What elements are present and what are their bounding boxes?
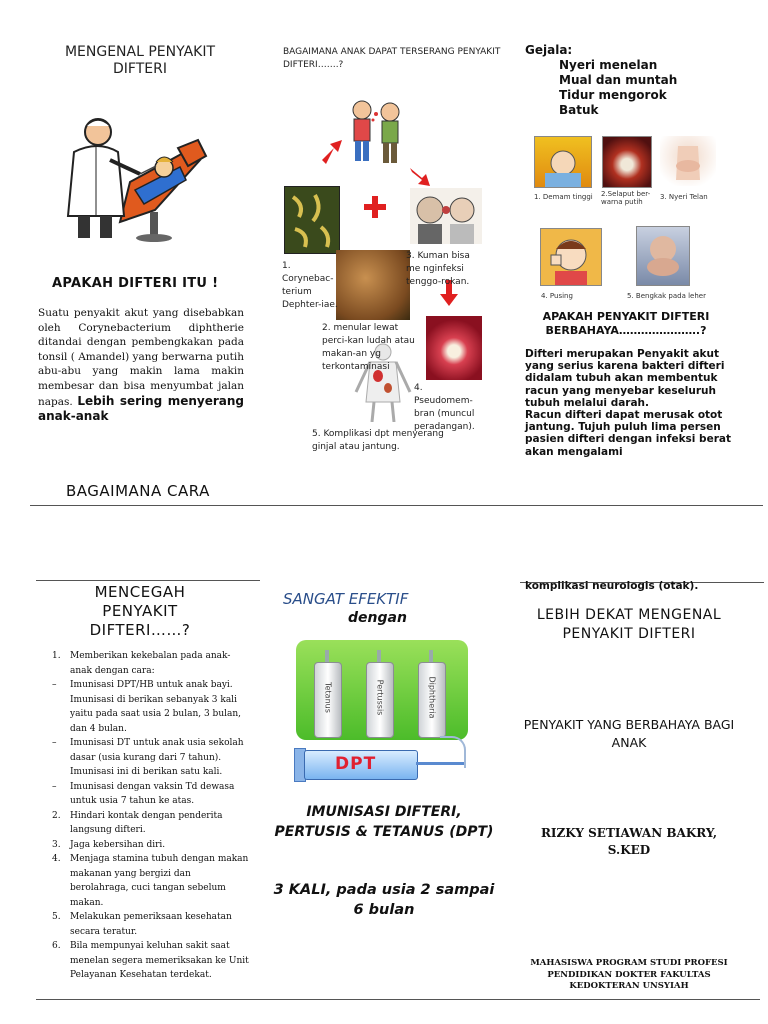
arrow-up-right-icon xyxy=(318,138,344,164)
list-item-text: Menjaga stamina tubuh dengan makan makanan yang bergizi dan berolahraga, cuci tangan sebelum makan. xyxy=(70,854,249,908)
author-name: RIZKY SETIAWAN BAKRY, S.KED xyxy=(540,826,718,857)
panel1-title: MENGENAL PENYAKIT DIFTERI xyxy=(64,44,216,77)
list-item-text: Imunisasi DPT/HB untuk anak bayi. Imunisasi di berikan sebanyak 3 kali yaitu pada saat usia 2 bulan, 3 bulan, dan 4 bulan. xyxy=(70,680,242,734)
list-item-text: Memberikan kekebalan pada anak-anak dengan cara: xyxy=(70,651,231,676)
sick-child-icon xyxy=(535,137,591,187)
list-item-text: Bila mempunyai keluhan sakit saat menelan segera memeriksakan ke Unit Pelayanan Kesehatan terdekat. xyxy=(70,941,249,980)
immunization-name: IMUNISASI DIFTERI, PERTUSIS & TETANUS (DPT) xyxy=(274,804,494,840)
vial-needle xyxy=(429,650,433,662)
headache-child-icon xyxy=(541,229,601,285)
photo-headache xyxy=(540,228,602,286)
list-marker: 4. xyxy=(52,854,61,864)
photo-painful-swallow xyxy=(660,136,716,186)
gejala-item: Tidur mengorok xyxy=(559,88,667,102)
vial-tetanus xyxy=(314,662,342,738)
list-marker: – xyxy=(52,680,57,690)
doctor-patient-illustration xyxy=(60,112,210,242)
throat-pseudomembrane-image xyxy=(426,316,482,380)
photo-fever xyxy=(534,136,592,188)
caption-neck-swelling: 5. Bengkak pada leher xyxy=(627,292,706,300)
list-item xyxy=(52,852,252,910)
panel1-footer: BAGAIMANA CARA xyxy=(66,482,210,500)
dengan-heading: dengan xyxy=(348,610,407,626)
swollen-neck-icon xyxy=(637,227,689,285)
neck-hand-icon xyxy=(660,136,716,186)
list-marker: 3. xyxy=(52,839,61,850)
vaccine-illustration xyxy=(290,636,470,786)
list-item xyxy=(52,649,252,678)
caption-headache: 4. Pusing xyxy=(541,292,573,300)
caption-white-membrane: 2.Selaput ber-warna putih xyxy=(601,190,651,206)
vial-needle xyxy=(325,650,329,662)
gejala-label: Gejala: xyxy=(525,43,573,57)
list-item xyxy=(52,736,252,780)
caption-fever: 1. Demam tinggi xyxy=(534,193,593,201)
panel3-paragraph-2: Racun difteri dapat merusak otot jantung. Tujuh puluh lima persen pasien difteri dengan infeksi berat akan mengalami xyxy=(525,409,731,458)
coughing-people-image xyxy=(410,188,482,244)
gejala-item: Mual dan muntah xyxy=(559,73,678,87)
panel1-paragraph xyxy=(38,306,244,425)
gejala-item: Nyeri menelan xyxy=(559,58,658,72)
panel3-paragraph-1: Difteri merupakan Penyakit akut yang serius karena bakteri difteri didalam tubuh akan membentuk racun yang menyebar keseluruh tubuh melalui darah. xyxy=(525,348,725,409)
list-item xyxy=(52,939,252,983)
list-marker: – xyxy=(52,781,57,792)
transmission-diagram xyxy=(280,90,490,460)
author-affiliation: MAHASISWA PROGRAM STUDI PROFESI PENDIDIKAN DOKTER FAKULTAS KEDOKTERAN UNSYIAH xyxy=(530,958,728,991)
photo-white-membrane xyxy=(602,136,652,188)
list-item xyxy=(52,910,252,939)
list-item xyxy=(52,838,252,853)
panel3-continuation: komplikasi neurologis (otak). xyxy=(525,580,699,592)
fold-line-bottom-left xyxy=(36,580,260,581)
photo-neck-swelling xyxy=(636,226,690,286)
syringe-barrel xyxy=(304,750,418,780)
cover-subtitle: PENYAKIT YANG BERBAHAYA BAGI ANAK xyxy=(523,717,735,750)
gejala-block xyxy=(525,43,677,118)
list-marker: 1. xyxy=(52,651,61,661)
syringe-label: DPT xyxy=(335,754,377,774)
panel1-paragraph-bold: Lebih sering menyerang anak-anak xyxy=(38,393,244,424)
panel2-title: BAGAIMANA ANAK DAPAT TERSERANG PENYAKIT DIFTERI…….? xyxy=(283,47,501,70)
list-marker: 2. xyxy=(52,810,61,821)
bacteria-image xyxy=(284,186,340,254)
gejala-item: Batuk xyxy=(559,103,599,117)
panel1-question: APAKAH DIFTERI ITU ! xyxy=(52,276,219,291)
step-5-caption: 5. Komplikasi dpt menyerang ginjal atau jantung. xyxy=(312,429,444,452)
vial-tetanus-label: Tetanus xyxy=(323,682,333,713)
prevention-list xyxy=(52,649,252,983)
step-1-caption: 1. Corynebac-terium Dephter-iae. xyxy=(282,261,338,310)
bacteria-rods-icon xyxy=(285,187,339,253)
children-sneeze-illustration xyxy=(342,94,412,166)
vial-diphtheria xyxy=(418,662,446,738)
panel4-title: MENCEGAH PENYAKIT DIFTERI……? xyxy=(89,583,191,639)
panel1-paragraph-text: Suatu penyakit akut yang disebabkan oleh Corynebacterium diphtherie ditandai dengan pembengkakan pada tonsil ( Amandel) yang berwarna putih abu-abu yang makin lama makin membesar dan bisa menyumbat jalan napas. xyxy=(38,307,244,408)
list-item xyxy=(52,809,252,838)
vial-needle xyxy=(377,650,381,662)
step-4-caption: 4. Pseudomem-bran (muncul peradangan). xyxy=(414,383,475,432)
cover-title: LEBIH DEKAT MENGENAL PENYAKIT DIFTERI xyxy=(536,607,722,642)
list-item-text: Jaga kebersihan diri. xyxy=(70,839,166,850)
syringe-tube xyxy=(440,736,466,768)
list-item-text: Melakukan pemeriksaan kesehatan secara teratur. xyxy=(70,912,232,937)
contaminated-food-image xyxy=(336,250,410,320)
caption-painful-swallow: 3. Nyeri Telan xyxy=(660,193,708,201)
panel3-paragraph xyxy=(525,348,733,458)
step-3-caption: 3. Kuman bisa me nginfeksi tenggo-rokan. xyxy=(406,251,470,287)
list-item-text: Hindari kontak dengan penderita langsung difteri. xyxy=(70,810,223,835)
list-marker: 6. xyxy=(52,941,61,951)
fold-line-top xyxy=(30,505,763,506)
arrow-down-right-icon xyxy=(408,164,432,188)
list-marker: – xyxy=(52,738,57,748)
vial-pertussis-label: Pertussis xyxy=(375,679,385,716)
list-item xyxy=(52,678,252,736)
list-marker: 5. xyxy=(52,912,61,922)
list-item xyxy=(52,780,252,809)
immunization-schedule: 3 KALI, pada usia 2 sampai 6 bulan xyxy=(273,882,495,918)
step-2-caption: 2. menular lewat perci-kan ludah atau makan-an yg terkontaminasi xyxy=(322,323,415,372)
vial-diphtheria-label: Diphtheria xyxy=(427,676,437,719)
sangat-efektif-heading: SANGAT EFEKTIF xyxy=(283,590,409,608)
list-item-text: Imunisasi DT untuk anak usia sekolah dasar (usia kurang dari 7 tahun). Imunisasi ini di berikan satu kali. xyxy=(70,738,244,777)
panel3-question: APAKAH PENYAKIT DIFTERI BERBAHAYA………………….? xyxy=(542,310,710,337)
gejala-list xyxy=(525,58,677,118)
page-bottom-line xyxy=(36,999,760,1000)
vial-pertussis xyxy=(366,662,394,738)
list-item-text: Imunisasi dengan vaksin Td dewasa untuk usia 7 tahun ke atas. xyxy=(70,781,235,806)
arrow-cross-icon xyxy=(362,194,388,220)
